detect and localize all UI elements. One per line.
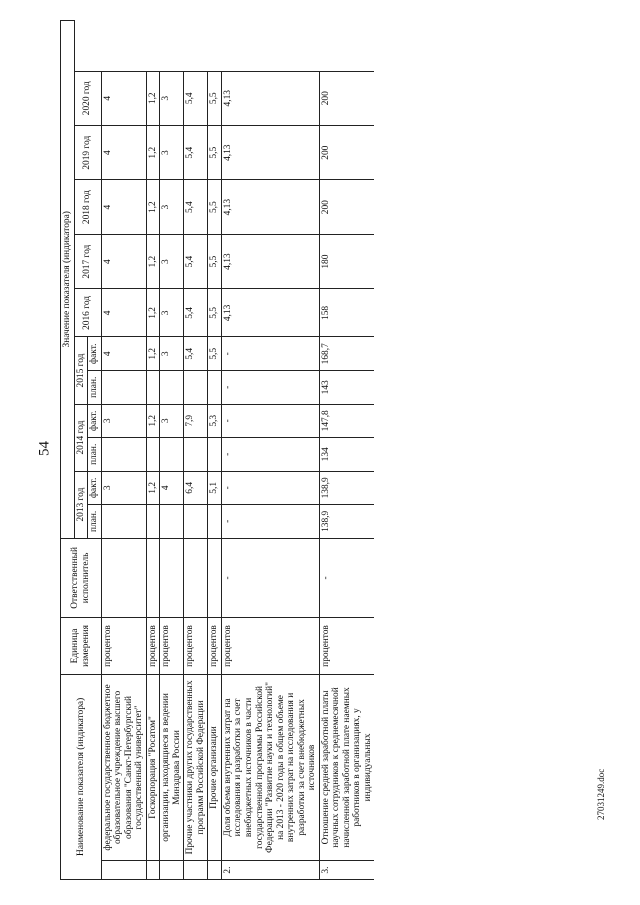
value-cell-v18: 200 <box>319 180 374 234</box>
value-cell-v18: 5,4 <box>184 180 208 234</box>
value-cell-v13p <box>160 505 184 539</box>
value-cell-v14p <box>101 438 146 472</box>
value-cell-v16: 4 <box>101 289 146 337</box>
value-cell-v14p <box>160 438 184 472</box>
value-cell-v15f: 4 <box>101 337 146 371</box>
header-year-2018: 2018 год <box>74 180 101 234</box>
value-cell-v18: 4 <box>101 180 146 234</box>
value-cell-v19: 3 <box>160 125 184 179</box>
row-number-cell <box>208 861 222 880</box>
file-name-footer: 27031249.doc <box>596 768 606 820</box>
value-cell-v13f: 3 <box>101 471 146 505</box>
value-cell-v19: 4 <box>101 125 146 179</box>
executor-cell: - <box>319 538 374 618</box>
value-cell-v15p: - <box>221 371 319 405</box>
value-cell-v14p: 134 <box>319 438 374 472</box>
header-year-2013: 2013 год <box>74 471 88 538</box>
unit-cell: процентов <box>146 618 160 675</box>
value-cell-v19: 1,2 <box>146 125 160 179</box>
value-cell-v13p <box>208 505 222 539</box>
value-cell-v15f: 5,4 <box>184 337 208 371</box>
table-row <box>101 21 146 880</box>
value-cell-v14p <box>184 438 208 472</box>
value-cell-v17: 4 <box>101 234 146 288</box>
value-cell-v18: 3 <box>160 180 184 234</box>
value-cell-v17: 5,5 <box>208 234 222 288</box>
header-values-group: Значение показателя (индикатора) <box>61 21 75 539</box>
value-cell-v13f: 4 <box>160 471 184 505</box>
indicator-name-cell: Госкорпорация "Росатом" <box>146 674 160 860</box>
table-row <box>160 21 184 880</box>
unit-cell: процентов <box>208 618 222 675</box>
value-cell-v19: 5,4 <box>184 125 208 179</box>
header-year-2017: 2017 год <box>74 234 101 288</box>
value-cell-v13p <box>146 505 160 539</box>
header-year-2020: 2020 год <box>74 71 101 125</box>
indicator-name-cell: Отношение средней заработной платы научных сотрудников к среднемесячной начисленной заработной плате наемных работников в организациях, у индивидуальных <box>319 674 374 860</box>
indicators-table <box>60 20 374 880</box>
value-cell-v19: 5,5 <box>208 125 222 179</box>
value-cell-v14p: - <box>221 438 319 472</box>
header-executor: Ответственный исполнитель <box>61 538 102 618</box>
value-cell-v20: 3 <box>160 71 184 125</box>
row-number-cell: 2. <box>221 861 319 880</box>
unit-cell: процентов <box>160 618 184 675</box>
value-cell-v15p <box>160 371 184 405</box>
value-cell-v13f: 1,2 <box>146 471 160 505</box>
value-cell-v18: 5,5 <box>208 180 222 234</box>
unit-cell: процентов <box>184 618 208 675</box>
header-2014-fact: факт. <box>88 404 102 438</box>
executor-cell <box>101 538 146 618</box>
value-cell-v13f: 5,1 <box>208 471 222 505</box>
value-cell-v15p <box>208 371 222 405</box>
value-cell-v13f: - <box>221 471 319 505</box>
executor-cell <box>146 538 160 618</box>
value-cell-v20: 1,2 <box>146 71 160 125</box>
value-cell-v18: 4,13 <box>221 180 319 234</box>
rotated-table-container <box>60 20 620 880</box>
value-cell-v19: 4,13 <box>221 125 319 179</box>
header-year-2015: 2015 год <box>74 337 88 404</box>
indicator-name-cell: Прочие организации <box>208 674 222 860</box>
page-number: 54 <box>36 441 53 456</box>
value-cell-v15f: 3 <box>160 337 184 371</box>
header-2013-plan: план. <box>88 505 102 539</box>
value-cell-v17: 5,4 <box>184 234 208 288</box>
value-cell-v15f: - <box>221 337 319 371</box>
value-cell-v20: 200 <box>319 71 374 125</box>
value-cell-v20: 5,5 <box>208 71 222 125</box>
value-cell-v13f: 138,9 <box>319 471 374 505</box>
value-cell-v19: 200 <box>319 125 374 179</box>
row-number-cell <box>160 861 184 880</box>
header-year-2019: 2019 год <box>74 125 101 179</box>
value-cell-v17: 1,2 <box>146 234 160 288</box>
value-cell-v20: 4,13 <box>221 71 319 125</box>
table-row <box>208 21 222 880</box>
table-row <box>146 21 160 880</box>
value-cell-v17: 3 <box>160 234 184 288</box>
value-cell-v15p <box>146 371 160 405</box>
header-2014-plan: план. <box>88 438 102 472</box>
unit-cell: процентов <box>101 618 146 675</box>
value-cell-v14f: 5,3 <box>208 404 222 438</box>
row-number-cell <box>101 861 146 880</box>
header-2015-fact: факт. <box>88 337 102 371</box>
value-cell-v13p: - <box>221 505 319 539</box>
value-cell-v14f: - <box>221 404 319 438</box>
indicator-name-cell: Доля объема внутренних затрат на исследования и разработки за счет внебюджетных источников в части государственной программы Российской Федерации "Развитие науки и технологий" на 2013 - 2020 годы в общем объеме внутренних затрат на исследования и разработки за счет внебюджетных источников <box>221 674 319 860</box>
unit-cell: процентов <box>319 618 374 675</box>
value-cell-v13p <box>101 505 146 539</box>
header-2013-fact: факт. <box>88 471 102 505</box>
value-cell-v18: 1,2 <box>146 180 160 234</box>
header-unit: Единица измерения <box>61 618 102 675</box>
unit-cell: процентов <box>221 618 319 675</box>
indicator-name-cell: Прочие участники других государственных программ Российской Федерации <box>184 674 208 860</box>
row-number-cell <box>184 861 208 880</box>
value-cell-v14f: 3 <box>101 404 146 438</box>
header-name: Наименование показателя (индикатора) <box>61 674 102 879</box>
value-cell-v14f: 3 <box>160 404 184 438</box>
executor-cell <box>160 538 184 618</box>
value-cell-v16: 4,13 <box>221 289 319 337</box>
row-number-cell: 3. <box>319 861 374 880</box>
executor-cell: - <box>221 538 319 618</box>
value-cell-v13p <box>184 505 208 539</box>
table-row <box>319 21 374 880</box>
value-cell-v16: 3 <box>160 289 184 337</box>
header-year-2014: 2014 год <box>74 404 88 471</box>
value-cell-v20: 5,4 <box>184 71 208 125</box>
value-cell-v14f: 1,2 <box>146 404 160 438</box>
indicator-name-cell: организации, находящиеся в ведении Минздрава России <box>160 674 184 860</box>
value-cell-v13p: 138,9 <box>319 505 374 539</box>
executor-cell <box>208 538 222 618</box>
value-cell-v14p <box>146 438 160 472</box>
value-cell-v14f: 147,8 <box>319 404 374 438</box>
table-row <box>221 21 319 880</box>
value-cell-v15f: 168,7 <box>319 337 374 371</box>
header-year-2016: 2016 год <box>74 289 101 337</box>
indicator-name-cell: федеральное государственное бюджетное образовательное учреждение высшего образования "Санкт-Петербургский государственный университет" <box>101 674 146 860</box>
value-cell-v15p: 143 <box>319 371 374 405</box>
executor-cell <box>184 538 208 618</box>
value-cell-v16: 5,4 <box>184 289 208 337</box>
value-cell-v16: 5,5 <box>208 289 222 337</box>
table-row <box>184 21 208 880</box>
header-2015-plan: план. <box>88 371 102 405</box>
value-cell-v15p <box>101 371 146 405</box>
value-cell-v16: 158 <box>319 289 374 337</box>
value-cell-v14f: 7,9 <box>184 404 208 438</box>
value-cell-v17: 180 <box>319 234 374 288</box>
value-cell-v15f: 1,2 <box>146 337 160 371</box>
value-cell-v17: 4,13 <box>221 234 319 288</box>
value-cell-v14p <box>208 438 222 472</box>
value-cell-v16: 1,2 <box>146 289 160 337</box>
row-number-cell <box>146 861 160 880</box>
value-cell-v20: 4 <box>101 71 146 125</box>
value-cell-v15f: 5,5 <box>208 337 222 371</box>
value-cell-v13f: 6,4 <box>184 471 208 505</box>
value-cell-v15p <box>184 371 208 405</box>
